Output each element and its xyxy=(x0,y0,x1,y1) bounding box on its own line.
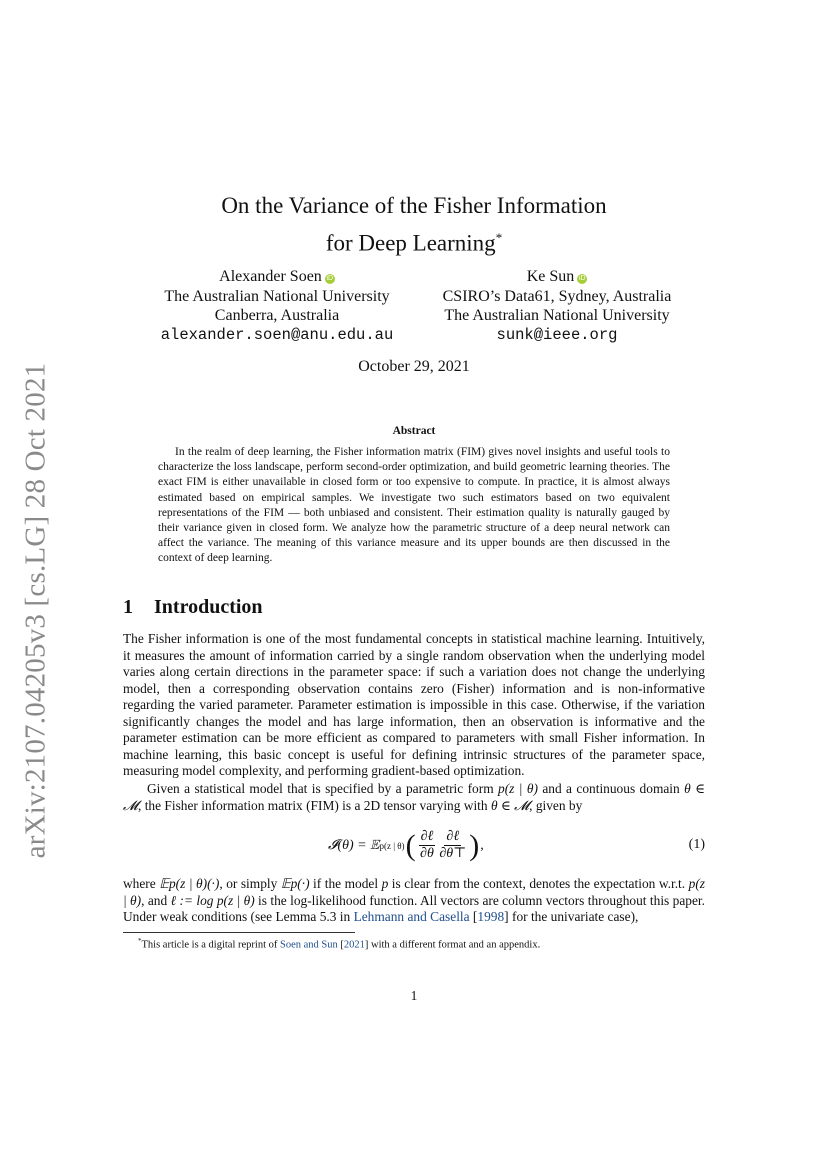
equation-subscript: p(z | θ) xyxy=(379,840,405,851)
paper-title xyxy=(0,190,828,260)
author-block-1 xyxy=(140,267,414,345)
page-number: 1 xyxy=(410,988,418,1003)
abstract-heading: Abstract xyxy=(392,425,436,437)
arxiv-identifier-text: arXiv:2107.04205v3 [cs.LG] 28 Oct 2021 xyxy=(19,362,52,858)
fraction-1: $\frac{\text{∂ℓ}}{\partial\theta}$ xyxy=(420,829,434,861)
equation-number: (1) xyxy=(688,837,705,852)
left-paren: ( xyxy=(405,828,416,862)
math-inline: p xyxy=(381,876,389,891)
title-line-2 xyxy=(0,222,828,260)
citation-year-link[interactable]: 2021 xyxy=(343,939,365,951)
publication-date: October 29, 2021 xyxy=(358,358,470,375)
footnote-mark: * xyxy=(138,937,142,945)
math-inline: p(z | θ) xyxy=(123,876,705,908)
section-heading xyxy=(123,596,263,619)
orcid-icon[interactable]: iD xyxy=(578,275,586,282)
math-inline: θ ∈ 𝓜 xyxy=(490,797,530,813)
paragraph-2: Given a statistical model that is specified by a parametric form p(z | θ) and a continuous domain θ ∈ 𝓜, the Fisher information matrix (FIM) is a 2D tensor varying with θ ∈ 𝓜, given by xyxy=(123,781,706,813)
footnote: *This article is a digital reprint of Soen and Sun [2021] with a different format and an appendix. xyxy=(138,937,541,951)
citation-link[interactable]: Lehmann and Casella xyxy=(353,909,470,924)
author-location: Canberra, Australia xyxy=(214,307,340,324)
citation-link[interactable]: Soen and Sun xyxy=(280,939,338,951)
title-footnote-mark[interactable]: * xyxy=(495,230,503,245)
author-email: alexander.soen@anu.edu.au xyxy=(160,325,394,344)
footnote-rule xyxy=(123,932,355,933)
math-inline: θ ∈ 𝓜 xyxy=(123,781,706,813)
author-affiliation: The Australian National University xyxy=(164,287,390,305)
title-line-2-text: for Deep Learning xyxy=(325,230,496,256)
arxiv-identifier xyxy=(18,362,54,858)
abstract-text: In the realm of deep learning, the Fisher information matrix (FIM) gives novel insights and useful tools to characterize the loss landscape, perform second-order optimization, and build geometric learning theories. The exact FIM is either unavailable in closed form or too expensive to compute. In practice, it is almost always estimated based on empirical samples. We investigate two such estimators based on two equivalent representations of the FIM — both unbiased and consistent. Their estimation quality is naturally gauged by their variance given in closed form. We analyze how the parametric structure of a deep neural network can affect the variance. The meaning of this variance measure and its upper bounds are then discussed in the context of deep learning. xyxy=(158,446,670,565)
section-number: 1 xyxy=(123,596,133,618)
author-affiliation: CSIRO’s Data61, Sydney, Australia xyxy=(442,287,672,305)
math-inline: ℓ := log p(z | θ) xyxy=(170,892,255,908)
fraction-2: $\frac{\text{∂ℓ}}{\partial\theta⊤}$ xyxy=(439,829,467,861)
paragraph-1: The Fisher information is one of the most fundamental concepts in statistical machine learning. Intuitively, it measures the amount of information carried by a single random observation when the underlying model varies along certain directions in the parameter space: if such a variation does not change the underlying model, then a corresponding observation contains zero (Fisher) information and is non-informative regarding the varied parameter. Parameter estimation is impossible in this case. Otherwise, if the variation significantly changes the model and has large information, then an observation is informative and the parameter estimation can be more efficient as compared to parameters with small Fisher information. In machine learning, this basic concept is useful for defining intrinsic structures of the parameter space, measuring model complexity, and performing gradient-based optimization. xyxy=(123,631,705,778)
author-name: Ke Sun xyxy=(526,268,575,285)
orcid-icon[interactable]: iD xyxy=(326,275,334,282)
author-location: The Australian National University xyxy=(444,307,670,324)
author-email: sunk@ieee.org xyxy=(496,325,618,344)
math-inline: 𝔼p(z | θ)(·) xyxy=(159,876,220,891)
author-name: Alexander Soen xyxy=(219,268,322,285)
math-inline: 𝔼p(·) xyxy=(280,876,310,891)
citation-year-link[interactable]: 1998 xyxy=(477,909,505,924)
section-title: Introduction xyxy=(154,596,263,618)
equation-expression xyxy=(328,829,484,862)
math-inline: p(z | θ) xyxy=(498,781,538,796)
title-line-1: On the Variance of the Fisher Information xyxy=(221,193,607,218)
equation-lhs: 𝓘(θ) = 𝔼 xyxy=(328,837,380,853)
equation-1 xyxy=(123,825,705,865)
equation-comma: , xyxy=(480,837,484,853)
paragraph-3: where 𝔼p(z | θ)(·), or simply 𝔼p(·) if the model p is clear from the context, denotes the expectation w.r.t. p(z | θ), and ℓ := log p(z | θ) is the log-likelihood function. All vectors are column vectors throughout this paper. Under weak conditions (see Lemma 5.3 in Lehmann and Casella [1998] for the univariate case), xyxy=(123,876,705,924)
author-block-2 xyxy=(418,267,696,345)
right-paren: ) xyxy=(469,828,480,862)
